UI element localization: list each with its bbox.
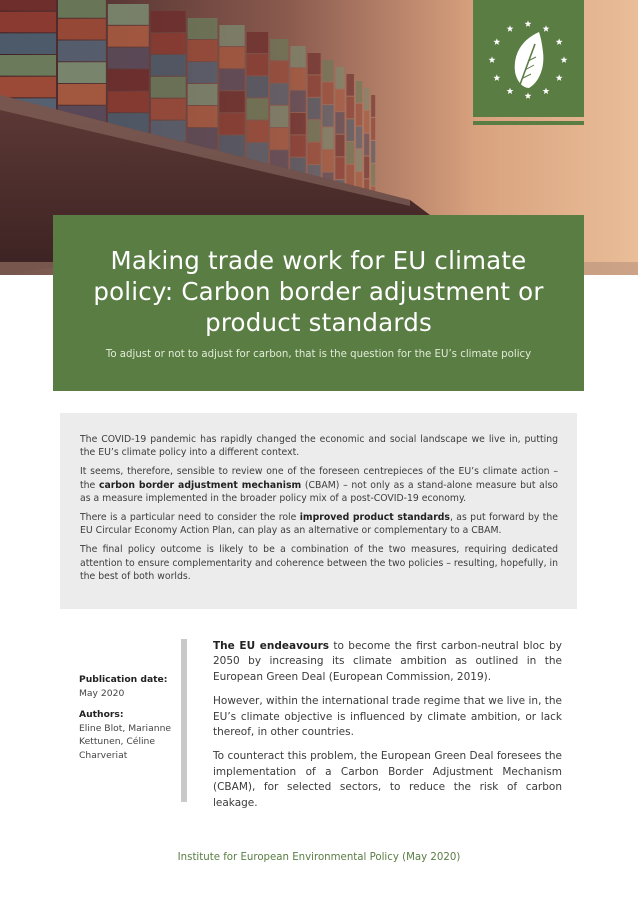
eu-star-icon (493, 38, 500, 45)
summary-paragraph-1: The COVID-19 pandemic has rapidly changed the economic and social landscape we live in, putting the EU’s climate policy into a different context. (80, 434, 558, 459)
publication-date: May 2020 (79, 687, 125, 699)
eu-star-icon (561, 56, 568, 63)
title-line-1: Making trade work for EU climate (110, 246, 527, 275)
eu-star-icon (525, 20, 532, 27)
title-line-2: policy: Carbon border adjustment or (93, 277, 544, 306)
footer: Institute for European Environmental Policy (May 2020) (177, 852, 461, 863)
main-paragraph-1: The EU endeavours to become the first carbon-neutral bloc by 2050 by increasing its climate ambition as outlined in the European Green Deal (European Commission, 2019). (213, 640, 562, 683)
logo-underline (473, 121, 584, 125)
product-standards-highlight: improved product standards (299, 512, 450, 524)
summary-paragraph-4: The final policy outcome is likely to be a combination of the two measures, requiring dedicated attention to ensure complementarity and coherence between the two policies – resulting, hopefully, in the best of both worlds. (80, 544, 558, 583)
eu-star-icon (507, 25, 514, 32)
authors-label: Authors: (79, 709, 124, 721)
eu-logo (473, 0, 584, 117)
title-banner (53, 215, 584, 391)
main-paragraph-3: To counteract this problem, the European Green Deal foresees the implementation of a Carbon Border Adjustment Mechanism (CBAM), for selected sectors, to reduce the risk of carbon leakage. (213, 750, 562, 809)
divider-bar (181, 639, 187, 802)
main-paragraph-2: However, within the international trade regime that we live in, the EU’s climate objective is influenced by climate ambition, or lack thereof, in other countries. (213, 695, 562, 739)
title-line-3: product standards (205, 308, 432, 337)
eu-star-icon (543, 25, 550, 32)
eu-endeavours-highlight: The EU endeavours (213, 640, 330, 652)
eu-star-icon (556, 74, 563, 81)
eu-stars-leaf-icon (473, 0, 584, 117)
summary-paragraph-3: There is a particular need to consider the role improved product standards, as put forward by the EU Circular Economy Action Plan, can play as an alternative or complementary to a CBAM. (80, 512, 558, 537)
subtitle: To adjust or not to adjust for carbon, that is the question for the EU’s climate policy (105, 349, 532, 360)
eu-star-icon (543, 88, 550, 95)
eu-star-icon (493, 74, 500, 81)
publication-date-label: Publication date: (79, 674, 168, 685)
summary-box (60, 413, 577, 609)
eu-star-icon (489, 56, 496, 63)
summary-paragraph-2: It seems, therefore, sensible to review one of the foreseen centrepieces of the EU’s climate action – the carbon border adjustment mechanism (CBAM) – not only as a stand-alone measure but also as a measure implemented in the broader policy mix of a post-COVID-19 economy. (80, 466, 558, 505)
eu-star-icon (525, 92, 532, 99)
author-line-2: Kettunen, Céline (79, 736, 156, 748)
publication-meta (79, 673, 179, 763)
author-line-3: Charveriat (79, 749, 128, 761)
main-text (213, 639, 562, 820)
eu-star-icon (507, 88, 514, 95)
eu-star-icon (556, 38, 563, 45)
page-title (73, 245, 564, 338)
author-line-1: Eline Blot, Marianne (79, 722, 172, 734)
cbam-highlight: carbon border adjustment mechanism (98, 479, 302, 491)
